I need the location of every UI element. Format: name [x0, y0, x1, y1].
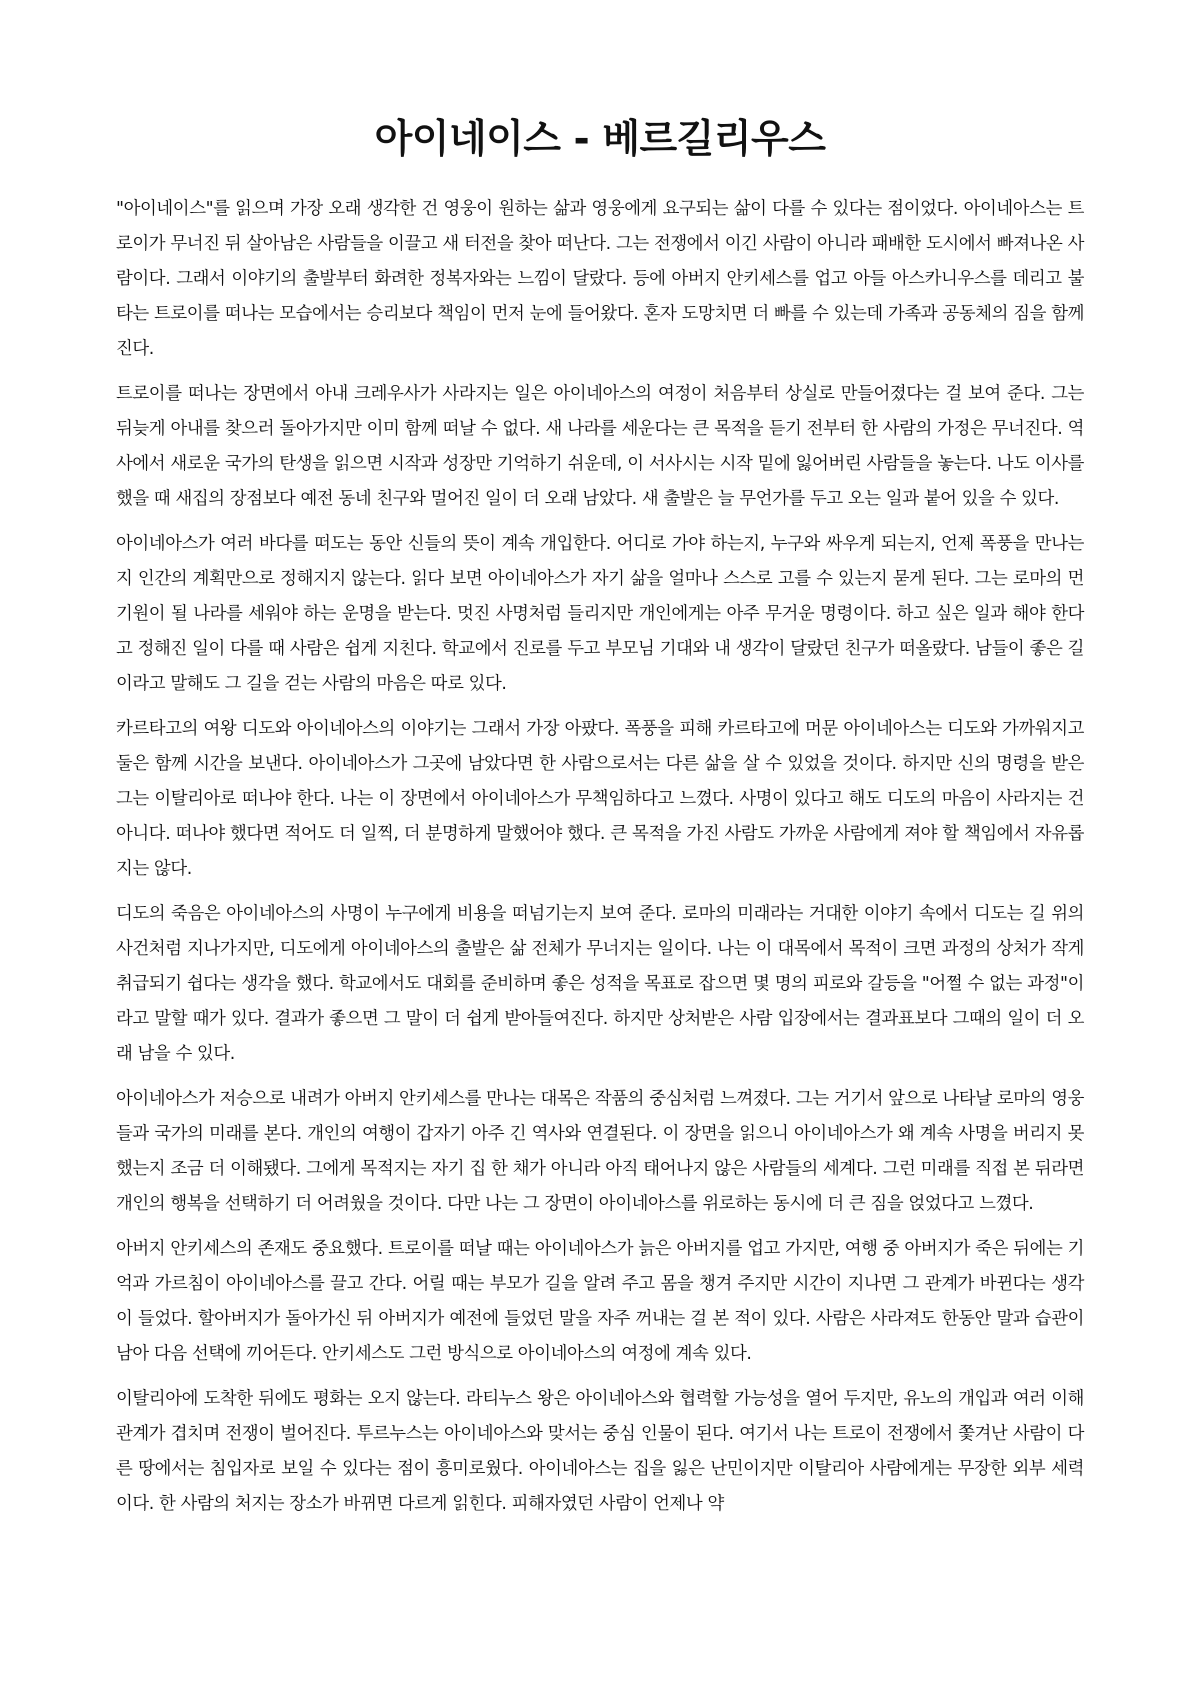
document-title: 아이네이스 - 베르길리우스: [374, 117, 826, 162]
body-paragraph-2: 트로이를 떠나는 장면에서 아내 크레우사가 사라지는 일은 아이네아스의 여정이 처음부터 상실로 만들어졌다는 걸 보여 준다. 그는 뒤늦게 아내를 찾으러 돌아가지만 이미 함께 떠날 수 없다. 새 나라를 세운다는 큰 목적을 듣기 전부터 한 사람의 가정은 무너진다. 역사에서 새로운 국가의 탄생을 읽으면 시작과 성장만 기억하기 쉬운데, 이 서사시는 시작 밑에 잃어버린 사람들을 놓는다. 나도 이사를 했을 때 새집의 장점보다 예전 동네 친구와 멀어진 일이 더 오래 남았다. 새 출발은 늘 무언가를 두고 오는 일과 붙어 있을 수 있다.: [116, 384, 1084, 509]
body-paragraph-5: 디도의 죽음은 아이네아스의 사명이 누구에게 비용을 떠넘기는지 보여 준다. 로마의 미래라는 거대한 이야기 속에서 디도는 길 위의 사건처럼 지나가지만, 디도에게 아이네아스의 출발은 삶 전체가 무너지는 일이다. 나는 이 대목에서 목적이 크면 과정의 상처가 작게 취급되기 쉽다는 생각을 했다. 학교에서도 대회를 준비하며 좋은 성적을 목표로 잡으면 몇 명의 피로와 갈등을 "어쩔 수 없는 과정"이라고 말할 때가 있다. 결과가 좋으면 그 말이 더 쉽게 받아들여진다. 하지만 상처받은 사람 입장에서는 결과표보다 그때의 일이 더 오래 남을 수 있다.: [116, 904, 1084, 1064]
body-paragraph-1: "아이네이스"를 읽으며 가장 오래 생각한 건 영웅이 원하는 삶과 영웅에게 요구되는 삶이 다를 수 있다는 점이었다. 아이네아스는 트로이가 무너진 뒤 살아남은 사람들을 이끌고 새 터전을 찾아 떠난다. 그는 전쟁에서 이긴 사람이 아니라 패배한 도시에서 빠져나온 사람이다. 그래서 이야기의 출발부터 화려한 정복자와는 느낌이 달랐다. 등에 아버지 안키세스를 업고 아들 아스카니우스를 데리고 불타는 트로이를 떠나는 모습에서는 승리보다 책임이 먼저 눈에 들어왔다. 혼자 도망치면 더 빠를 수 있는데 가족과 공동체의 짐을 함께 진다.: [116, 199, 1084, 359]
body-paragraph-7: 아버지 안키세스의 존재도 중요했다. 트로이를 떠날 때는 아이네아스가 늙은 아버지를 업고 가지만, 여행 중 아버지가 죽은 뒤에는 기억과 가르침이 아이네아스를 끌고 간다. 어릴 때는 부모가 길을 알려 주고 몸을 챙겨 주지만 시간이 지나면 그 관계가 바뀐다는 생각이 들었다. 할아버지가 돌아가신 뒤 아버지가 예전에 들었던 말을 자주 꺼내는 걸 본 적이 있다. 사람은 사라져도 한동안 말과 습관이 남아 다음 선택에 끼어든다. 안키세스도 그런 방식으로 아이네아스의 여정에 계속 있다.: [116, 1239, 1084, 1364]
body-paragraph-8: 이탈리아에 도착한 뒤에도 평화는 오지 않는다. 라티누스 왕은 아이네아스와 협력할 가능성을 열어 두지만, 유노의 개입과 여러 이해관계가 겹치며 전쟁이 벌어진다. 투르누스는 아이네아스와 맞서는 중심 인물이 된다. 여기서 나는 트로이 전쟁에서 쫓겨난 사람이 다른 땅에서는 침입자로 보일 수 있다는 점이 흥미로웠다. 아이네아스는 집을 잃은 난민이지만 이탈리아 사람에게는 무장한 외부 세력이다. 한 사람의 처지는 장소가 바뀌면 다르게 읽힌다. 피해자였던 사람이 언제나 약: [116, 1389, 1084, 1514]
body-paragraph-3: 아이네아스가 여러 바다를 떠도는 동안 신들의 뜻이 계속 개입한다. 어디로 가야 하는지, 누구와 싸우게 되는지, 언제 폭풍을 만나는지 인간의 계획만으로 정해지지 않는다. 읽다 보면 아이네아스가 자기 삶을 얼마나 스스로 고를 수 있는지 묻게 된다. 그는 로마의 먼 기원이 될 나라를 세워야 하는 운명을 받는다. 멋진 사명처럼 들리지만 개인에게는 아주 무거운 명령이다. 하고 싶은 일과 해야 한다고 정해진 일이 다를 때 사람은 쉽게 지친다. 학교에서 진로를 두고 부모님 기대와 내 생각이 달랐던 친구가 떠올랐다. 남들이 좋은 길이라고 말해도 그 길을 걷는 사람의 마음은 따로 있다.: [116, 534, 1084, 694]
body-paragraph-4: 카르타고의 여왕 디도와 아이네아스의 이야기는 그래서 가장 아팠다. 폭풍을 피해 카르타고에 머문 아이네아스는 디도와 가까워지고 둘은 함께 시간을 보낸다. 아이네아스가 그곳에 남았다면 한 사람으로서는 다른 삶을 살 수 있었을 것이다. 하지만 신의 명령을 받은 그는 이탈리아로 떠나야 한다. 나는 이 장면에서 아이네아스가 무책임하다고 느꼈다. 사명이 있다고 해도 디도의 마음이 사라지는 건 아니다. 떠나야 했다면 적어도 더 일찍, 더 분명하게 말했어야 했다. 큰 목적을 가진 사람도 가까운 사람에게 져야 할 책임에서 자유롭지는 않다.: [116, 719, 1084, 879]
document-page: [116, 110, 1084, 1532]
body-paragraph-6: 아이네아스가 저승으로 내려가 아버지 안키세스를 만나는 대목은 작품의 중심처럼 느껴졌다. 그는 거기서 앞으로 나타날 로마의 영웅들과 국가의 미래를 본다. 개인의 여행이 갑자기 아주 긴 역사와 연결된다. 이 장면을 읽으니 아이네아스가 왜 계속 사명을 버리지 못했는지 조금 더 이해됐다. 그에게 목적지는 자기 집 한 채가 아니라 아직 태어나지 않은 사람들의 세계다. 그런 미래를 직접 본 뒤라면 개인의 행복을 선택하기 더 어려웠을 것이다. 다만 나는 그 장면이 아이네아스를 위로하는 동시에 더 큰 짐을 얹었다고 느꼈다.: [116, 1089, 1084, 1214]
